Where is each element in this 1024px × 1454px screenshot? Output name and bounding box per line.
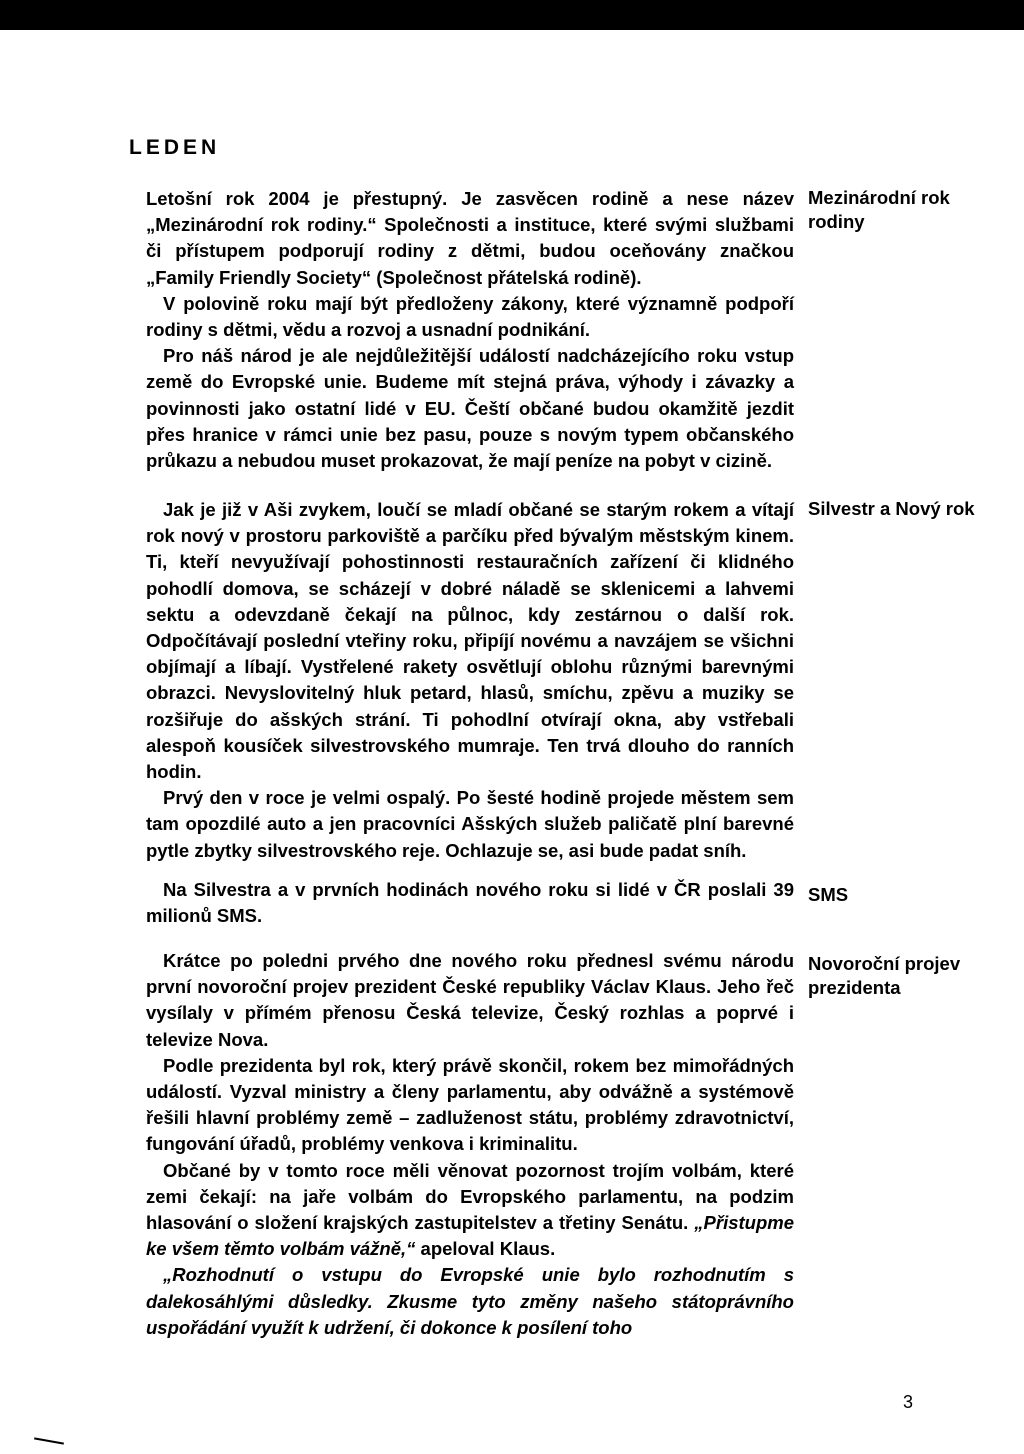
paragraph xyxy=(146,1262,794,1341)
section-body xyxy=(146,497,794,864)
paragraph-text: Občané by v tomto roce měli věnovat pozornost trojím volbám, které zemi čekají: na jaře volbám do Evropského parlamentu, na podzim hlasování o složení krajských zastupitelstev a třetiny Senátu. xyxy=(146,1159,794,1234)
scan-mark xyxy=(34,1437,64,1444)
paragraph xyxy=(146,343,794,474)
paragraph-text: Podle prezidenta byl rok, který právě skončil, rokem bez mimořádných událostí. Vyzval ministry a členy parlamentu, aby odvážně a systémově řešili hlavní problémy země – zadluženost státu, problémy zdravotnictví, fungování úřadů, problémy venkova i kriminalitu. xyxy=(146,1054,794,1155)
paragraph xyxy=(146,1053,794,1158)
page-number: 3 xyxy=(903,1392,914,1412)
margin-note: Novoroční projev prezidenta xyxy=(808,953,961,998)
paragraph-text: Pro náš národ je ale nejdůležitější událostí nadcházejícího roku vstup země do Evropské unie. Budeme mít stejná práva, výhody i závazky a povinnosti jako ostatní lidé v EU. Čeští občané budou okamžitě jezdit přes hranice v rámci unie bez pasu, pouze s novým typem občanského průkazu a nebudou muset prokazovat, že mají peníze na pobyt v cizině. xyxy=(146,345,794,472)
paragraph-text: Letošní rok 2004 je přestupný. Je zasvěcen rodině a nese název „Mezinárodní rok rodiny.“ Společnosti a instituce, které svými službami či přístupem podporují rodiny z dětmi, budou oceňovány značkou „Family Friendly Society“ (Společnost přátelská rodině). xyxy=(146,188,794,288)
paragraph xyxy=(146,785,794,864)
section-body xyxy=(146,948,794,1341)
paragraph xyxy=(146,497,794,785)
paragraph-text: Jak je již v Aši zvykem, loučí se mladí občané se starým rokem a vítají rok nový v prostoru parkoviště a parčíku před bývalým městským kinem. Ti, kteří nevyužívají pohostinnosti restauračních zařízení či klidného pohodlí domova, se scházejí v dobré náladě se sklenicemi a lahvemi sektu a odevzdaně čekají na půlnoc, kdy zestárnou o další rok. Odpočítávají poslední vteřiny roku, připíjí novému a navzájem se všichni objímají a líbají. Vystřelené rakety osvětlují oblohu různými barevnými obrazci. Nevyslovitelný hluk petard, hlasů, smíchu, zpěvu a muziky se rozšiřuje do ašských strání. Ti pohodlní otvírají okna, aby vstřebali alespoň kousíček silvestrovského mumraje. Ten trvá dlouho do ranních hodin. xyxy=(146,499,794,783)
margin-note: SMS xyxy=(808,884,849,905)
margin-note: Mezinárodní rok rodiny xyxy=(808,187,950,232)
paragraph xyxy=(146,1158,794,1263)
quote-text: „Rozhodnutí o vstupu do Evropské unie bylo rozhodnutím s dalekosáhlými důsledky. Zkusme tyto změny našeho státoprávního uspořádání využít k udržení, či dokonce k posílení toho xyxy=(146,1264,794,1338)
paragraph-text: Na Silvestra a v prvních hodinách nového roku si lidé v ČR poslali 39 milionů SMS. xyxy=(146,879,794,927)
paragraph xyxy=(146,877,794,929)
margin-note: Silvestr a Nový rok xyxy=(808,498,975,519)
scan-border xyxy=(0,0,1024,30)
paragraph-text: V polovině roku mají být předloženy zákony, které významně podpoří rodiny s dětmi, vědu a rozvoj a usnadní podnikání. xyxy=(146,292,794,341)
paragraph-text: Krátce po poledni prvého dne nového roku přednesl svému národu první novoroční projev prezident České republiky Václav Klaus. Jeho řeč vysílaly v přímém přenosu Česká televize, Český rozhlas a poprvé i televize Nova. xyxy=(146,950,794,1050)
section-body xyxy=(146,877,794,929)
paragraph-text: apeloval Klaus. xyxy=(415,1238,556,1260)
paragraph xyxy=(146,186,794,291)
section-body xyxy=(146,186,794,474)
paragraph xyxy=(146,291,794,343)
paragraph-text: Prvý den v roce je velmi ospalý. Po šesté hodině projede městem sem tam opozdilé auto a jen pracovníci Ašských služeb paličatě plní barevné pytle zbytky silvestrovského reje. Ochlazuje se, asi bude padat sníh. xyxy=(146,787,794,861)
paragraph xyxy=(146,948,794,1053)
page-title: LEDEN xyxy=(129,136,221,159)
quote-text: „Přistupme ke všem těmto volbám vážně,“ xyxy=(146,1212,794,1260)
